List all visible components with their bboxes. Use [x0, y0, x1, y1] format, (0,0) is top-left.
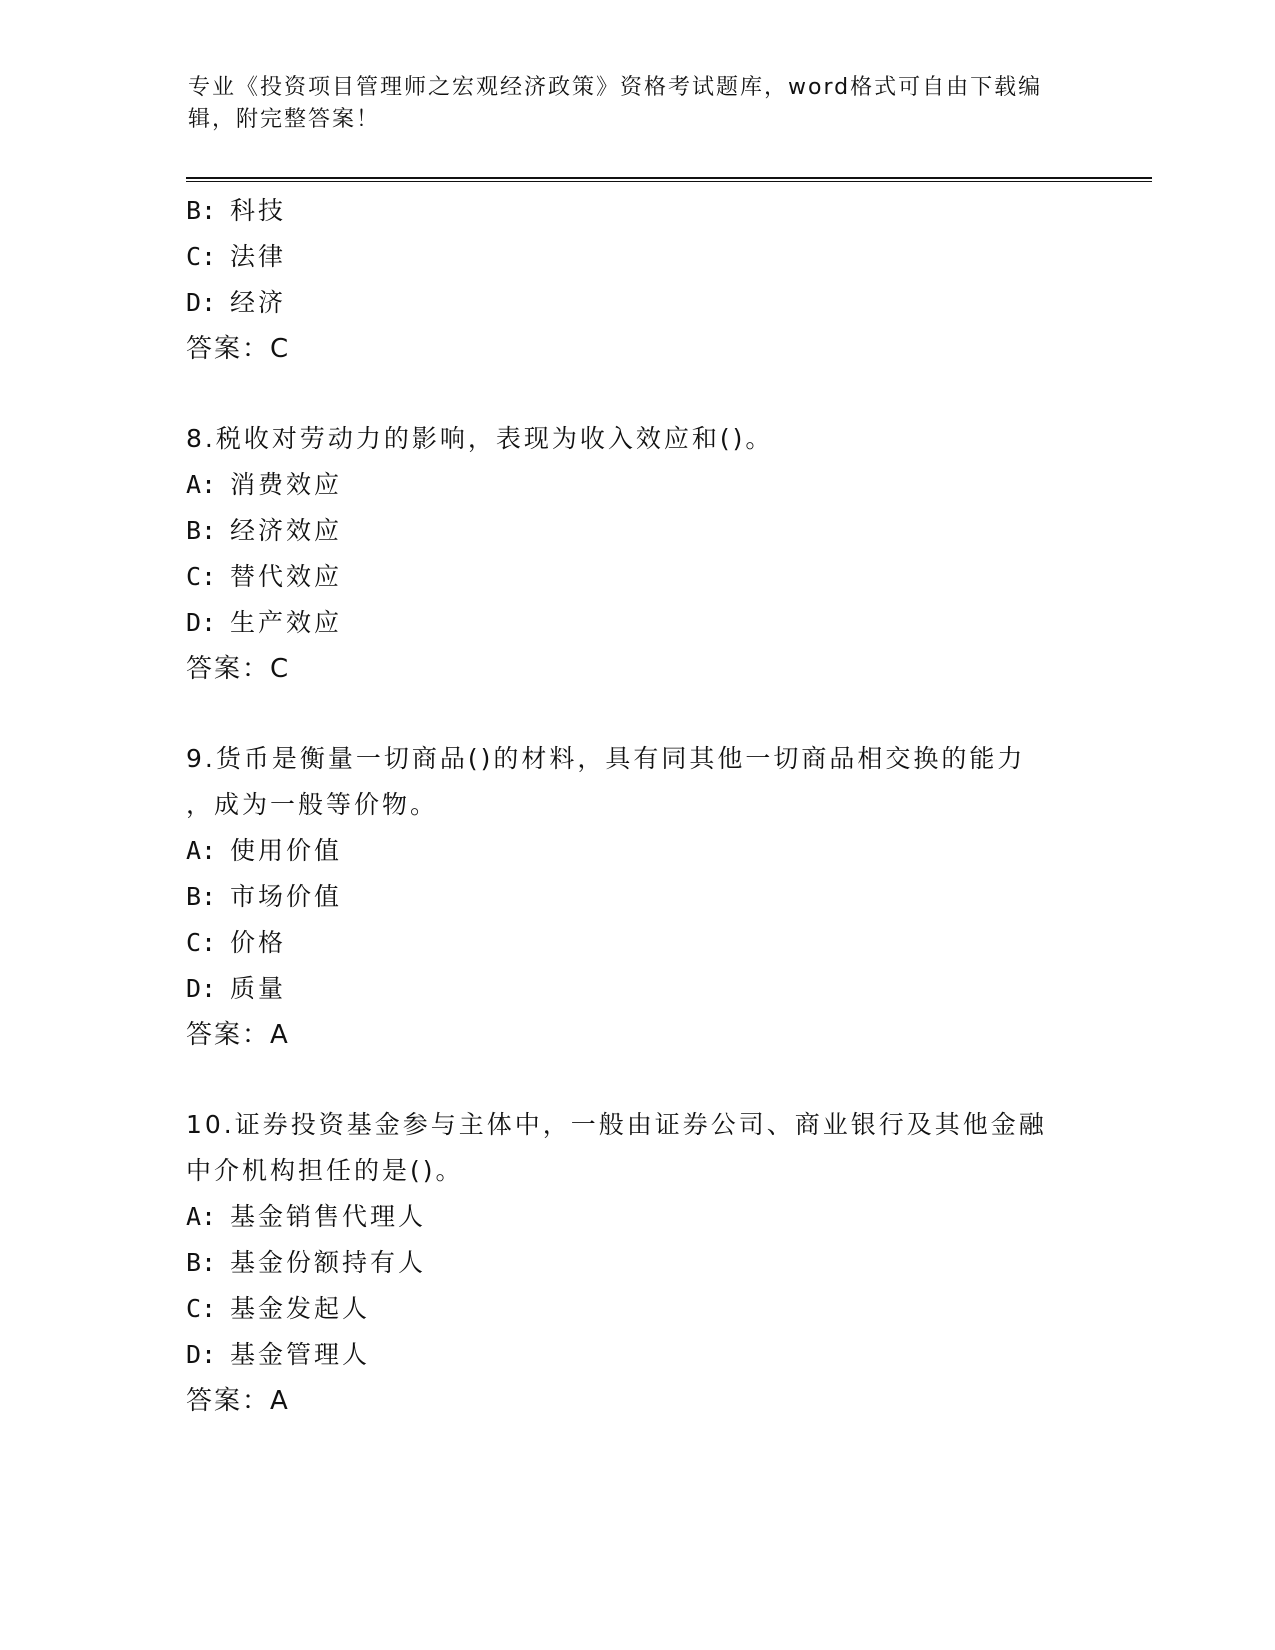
- answer-line: 答案：C: [186, 334, 291, 364]
- question-text: 9.货币是衡量一切商品()的材料，具有同其他一切商品相交换的能力: [186, 744, 1026, 773]
- option-text: 基金管理人: [230, 1340, 371, 1369]
- option-text: 价格: [230, 928, 287, 957]
- option-letter: C:: [186, 928, 217, 957]
- option-text: 消费效应: [230, 470, 343, 499]
- question-text-continued: ，成为一般等价物。: [186, 790, 439, 819]
- option-row: [186, 554, 1086, 600]
- question-text: 8.税收对劳动力的影响，表现为收入效应和()。: [186, 424, 774, 453]
- option-letter: D:: [186, 288, 217, 317]
- option-row: [186, 280, 1086, 326]
- option-letter: C:: [186, 562, 217, 591]
- option-letter: D:: [186, 608, 217, 637]
- question-10: [186, 1102, 1086, 1424]
- option-row: [186, 1240, 1086, 1286]
- option-letter: A:: [186, 470, 217, 499]
- option-row: [186, 920, 1086, 966]
- option-row: [186, 1286, 1086, 1332]
- option-text: 基金份额持有人: [230, 1248, 427, 1277]
- option-letter: B:: [186, 196, 217, 225]
- option-text: 质量: [230, 974, 287, 1003]
- option-row: [186, 874, 1086, 920]
- header-rule-thin: [186, 181, 1152, 182]
- option-letter: C:: [186, 1294, 217, 1323]
- option-text: 基金发起人: [230, 1294, 371, 1323]
- option-letter: A:: [186, 1202, 217, 1231]
- option-letter: B:: [186, 1248, 217, 1277]
- document-header: [188, 72, 1088, 136]
- header-text: 专业《投资项目管理师之宏观经济政策》资格考试题库，word格式可自由下载编辑，附完整答案！: [188, 75, 1043, 132]
- option-text: 替代效应: [230, 562, 343, 591]
- option-text: 科技: [230, 196, 287, 225]
- option-row: [186, 462, 1086, 508]
- question-8: [186, 416, 1086, 692]
- answer-line: 答案：A: [186, 1386, 290, 1416]
- option-text: 经济: [230, 288, 287, 317]
- option-text: 使用价值: [230, 836, 343, 865]
- option-row: [186, 1332, 1086, 1378]
- option-text: 法律: [230, 242, 287, 271]
- spacer: [186, 692, 1086, 736]
- partial-question: [186, 188, 1086, 372]
- option-letter: D:: [186, 974, 217, 1003]
- option-letter: B:: [186, 882, 217, 911]
- option-row: [186, 234, 1086, 280]
- option-text: 经济效应: [230, 516, 343, 545]
- option-letter: A:: [186, 836, 217, 865]
- option-row: [186, 966, 1086, 1012]
- answer-line: 答案：A: [186, 1020, 290, 1050]
- option-letter: C:: [186, 242, 217, 271]
- question-text-continued: 中介机构担任的是()。: [186, 1156, 464, 1185]
- spacer: [186, 372, 1086, 416]
- option-row: [186, 828, 1086, 874]
- option-letter: B:: [186, 516, 217, 545]
- option-row: [186, 1194, 1086, 1240]
- document-body: [186, 188, 1086, 1424]
- option-text: 基金销售代理人: [230, 1202, 427, 1231]
- option-letter: D:: [186, 1340, 217, 1369]
- option-row: [186, 508, 1086, 554]
- question-9: [186, 736, 1086, 1058]
- answer-line: 答案：C: [186, 654, 291, 684]
- question-text: 10.证券投资基金参与主体中，一般由证券公司、商业银行及其他金融: [186, 1110, 1047, 1139]
- option-row: [186, 600, 1086, 646]
- header-rule-thick: [186, 177, 1152, 179]
- spacer: [186, 1058, 1086, 1102]
- option-text: 生产效应: [230, 608, 343, 637]
- option-row: [186, 188, 1086, 234]
- option-text: 市场价值: [230, 882, 343, 911]
